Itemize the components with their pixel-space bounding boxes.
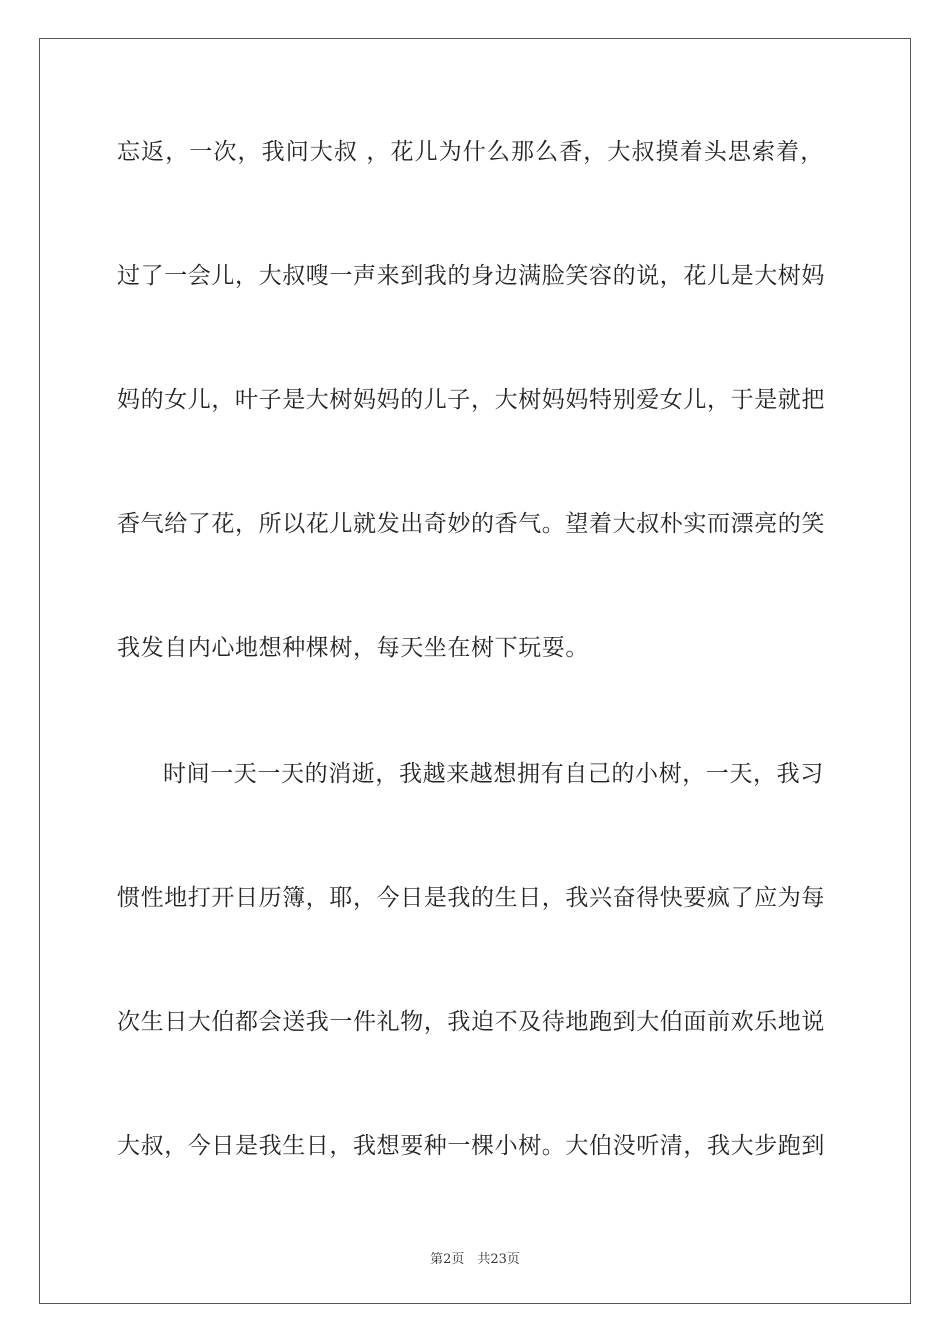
text-line: 妈的女儿，叶子是大树妈妈的儿子，大树妈妈特别爱女儿，于是就把 [117, 387, 825, 413]
text-line: 次生日大伯都会送我一件礼物，我迫不及待地跑到大伯面前欢乐地说 [117, 1009, 825, 1035]
paragraph-start-line: 时间一天一天的消逝，我越来越想拥有自己的小树，一天，我习 [163, 761, 824, 787]
text-line: 过了一会儿，大叔嗖一声来到我的身边满脸笑容的说，花儿是大树妈 [117, 263, 825, 289]
page-border [39, 38, 911, 1304]
text-line: 惯性地打开日历簿，耶，今日是我的生日，我兴奋得快要疯了应为每 [117, 885, 825, 911]
text-line: 我发自内心地想种棵树，每天坐在树下玩耍。 [117, 635, 589, 661]
text-line: 大叔，今日是我生日，我想要种一棵小树。大伯没听清，我大步跑到 [117, 1133, 825, 1159]
text-line: 忘返，一次，我问大叔 ，花儿为什么那么香，大叔摸着头思索着， [117, 139, 825, 165]
page-number-footer: 第2页 共23页 [430, 1252, 520, 1267]
text-line: 香气给了花，所以花儿就发出奇妙的香气。望着大叔朴实而漂亮的笑 [117, 511, 825, 537]
